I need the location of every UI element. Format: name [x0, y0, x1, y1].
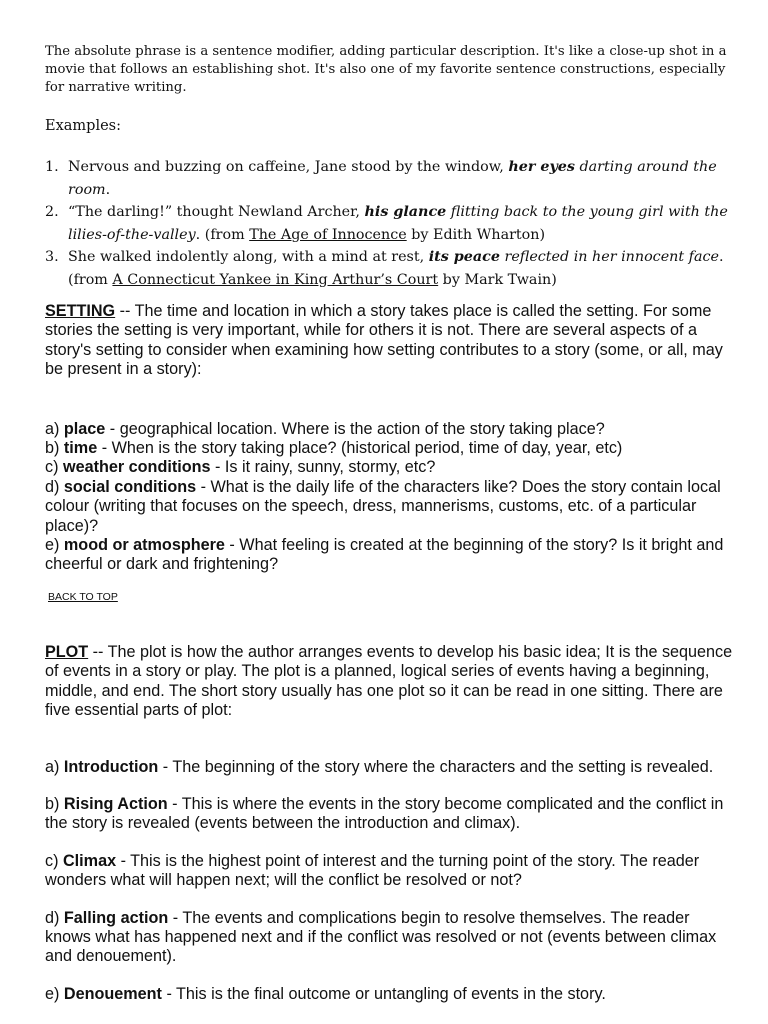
part-letter: d) — [45, 908, 64, 927]
plot-part-item — [45, 985, 735, 1004]
part-letter: b) — [45, 795, 64, 814]
part-text: - This is the highest point of interest and the turning point of the story. The reader wonders what will happen next; will the conflict be resolved or not? — [45, 851, 700, 890]
aspect-letter: d) — [45, 477, 64, 496]
example-absolute-noun: his glance — [364, 204, 447, 220]
example-absolute-noun: its peace — [428, 249, 500, 265]
example-number: 1. — [45, 159, 59, 175]
aspect-letter: c) — [45, 458, 63, 477]
plot-part-item — [45, 758, 735, 777]
example-absolute-modifier: flitting back to the young girl with the lilies-of-the-valley — [68, 204, 728, 243]
part-text: - This is where the events in the story become complicated and the conflict in the story is revealed (events between the introduction and climax). — [45, 795, 724, 833]
example-absolute-modifier: reflected in her innocent face — [499, 249, 719, 265]
aspect-text: - When is the story taking place? (historical period, time of day, year, etc) — [97, 439, 623, 458]
setting-aspect-item — [45, 420, 735, 439]
part-text: - The events and complications begin to resolve themselves. The reader knows what has happened next and if the conflict was resolved or not (events between climax and denouement). — [45, 908, 717, 966]
example-text: Nervous and buzzing on caffeine, Jane stood by the window, — [68, 159, 509, 175]
example-text: She walked indolently along, with a mind at rest, — [68, 249, 429, 265]
examples-heading: Examples: — [45, 118, 121, 134]
setting-aspect-item — [45, 458, 735, 477]
part-letter: a) — [45, 757, 64, 776]
aspect-term: weather conditions — [62, 458, 211, 477]
part-letter: e) — [45, 984, 64, 1003]
setting-aspect-item — [45, 536, 735, 575]
example-item-1 — [45, 156, 745, 201]
part-term: Denouement — [63, 984, 162, 1003]
part-term: Falling action — [63, 908, 169, 927]
part-text: - The beginning of the story where the characters and the setting is revealed. — [158, 757, 714, 776]
plot-section — [45, 643, 735, 1022]
aspect-letter: b) — [45, 439, 64, 458]
example-absolute-modifier: darting around the room — [68, 159, 717, 198]
plot-paragraph — [45, 643, 735, 721]
part-text: - This is the final outcome or untangling of events in the story. — [161, 984, 606, 1003]
part-letter: c) — [45, 851, 63, 870]
aspect-text: - What is the daily life of the characters like? Does the story contain local colour (writing that focuses on the speech, dress, mannerisms, customs, etc. of a particular place)? — [45, 477, 721, 535]
aspect-text: - geographical location. Where is the action of the story taking place? — [105, 419, 605, 438]
intro-section — [45, 43, 735, 97]
setting-aspect-item — [45, 439, 735, 458]
aspect-term: mood or atmosphere — [63, 536, 225, 555]
back-to-top-link[interactable]: BACK TO TOP — [48, 591, 118, 603]
aspect-term: time — [63, 439, 98, 458]
plot-parts-list — [45, 758, 735, 1005]
example-text-after: . (from — [68, 249, 724, 288]
example-item-3 — [45, 246, 745, 291]
plot-term: PLOT — [45, 643, 89, 661]
example-source-author: by Edith Wharton) — [406, 226, 546, 243]
example-number: 2. — [45, 204, 59, 220]
part-term: Rising Action — [63, 795, 168, 814]
aspect-letter: e) — [45, 536, 64, 555]
example-source-title: The Age of Innocence — [249, 226, 407, 243]
intro-paragraph: The absolute phrase is a sentence modifier, adding particular description. It's like a close-up shot in a movie that follows an establishing shot. It's also one of my favorite sentence constructions, especially for narrative writing. — [45, 44, 727, 95]
setting-aspects-list — [45, 420, 735, 575]
examples-list — [45, 156, 745, 291]
setting-aspect-item — [45, 478, 735, 536]
aspect-term: social conditions — [63, 477, 197, 496]
setting-term: SETTING — [45, 302, 116, 320]
plot-part-item — [45, 852, 735, 891]
plot-part-item — [45, 909, 735, 967]
plot-part-item — [45, 795, 735, 834]
part-term: Climax — [62, 851, 117, 870]
example-text-after: . (from — [195, 226, 250, 243]
example-absolute-noun: her eyes — [508, 159, 575, 175]
aspect-text: - Is it rainy, sunny, stormy, etc? — [210, 458, 436, 477]
example-source-author: by Mark Twain) — [438, 271, 557, 288]
example-text-after: . — [105, 181, 111, 198]
aspect-term: place — [63, 419, 106, 438]
example-text: “The darling!” thought Newland Archer, — [68, 204, 365, 220]
example-item-2 — [45, 201, 745, 246]
part-term: Introduction — [63, 757, 159, 776]
setting-paragraph — [45, 302, 735, 380]
example-number: 3. — [45, 249, 59, 265]
setting-description: -- The time and location in which a story takes place is called the setting. For some stories the setting is very important, while for others it is not. There are several aspects of a story's setting to consider when examining how setting contributes to a story (some, or all, may be present in a story): — [45, 302, 723, 379]
aspect-text: - What feeling is created at the beginning of the story? Is it bright and cheerful or dark and frightening? — [45, 536, 724, 574]
plot-description: -- The plot is how the author arranges events to develop his basic idea; It is the sequence of events in a story or play. The plot is a planned, logical series of events having a beginning, middle, and end. The short story usually has one plot so it can be read in one sitting. There are five essential parts of plot: — [45, 643, 733, 720]
setting-section — [45, 302, 735, 575]
example-source-title: A Connecticut Yankee in King Arthur’s Court — [112, 271, 439, 288]
aspect-letter: a) — [45, 419, 64, 438]
